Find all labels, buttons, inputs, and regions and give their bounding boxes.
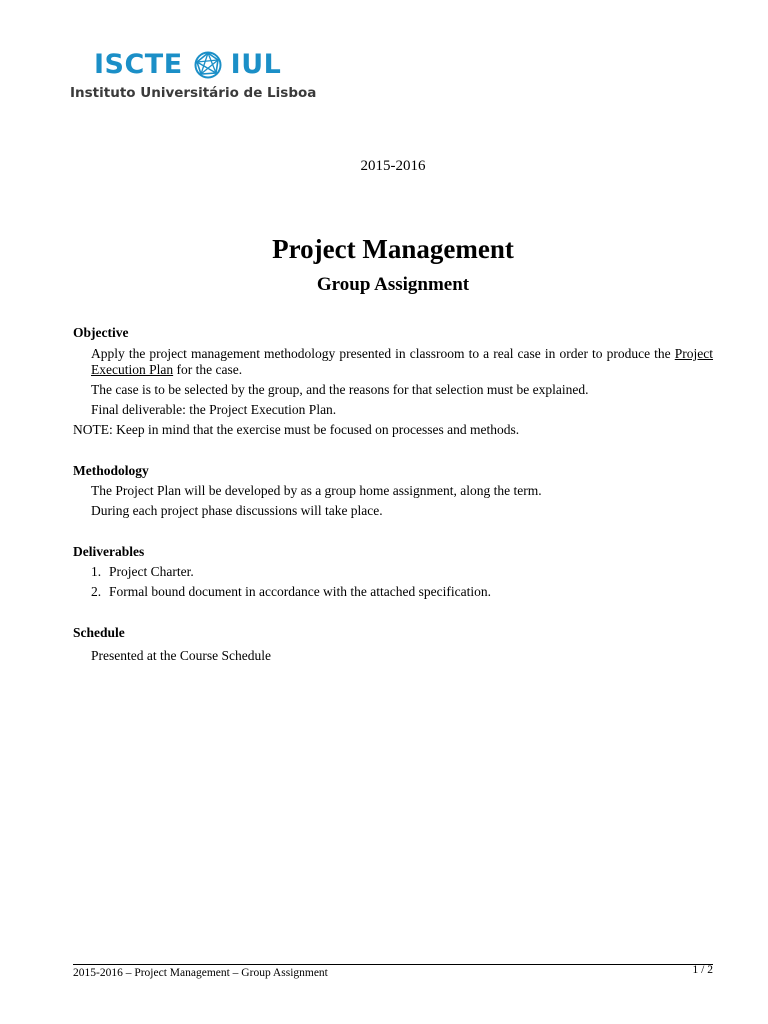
objective-paragraph-3: Final deliverable: the Project Execution Plan. (91, 402, 337, 417)
list-item-text: Formal bound document in accordance with the attached specification. (109, 584, 491, 599)
logo-iul-text: IUL (230, 49, 282, 80)
institution-name: Instituto Universitário de Lisboa (70, 85, 317, 101)
objective-paragraph-1 (91, 346, 713, 378)
schedule-heading: Schedule (73, 625, 125, 640)
globe-emblem-icon (193, 50, 223, 80)
document-subtitle: Group Assignment (316, 274, 470, 295)
methodology-paragraph-1: The Project Plan will be developed by as a group home assignment, along the term. (91, 483, 542, 498)
logo-iscte-text: ISCTE (94, 49, 183, 80)
objective-heading: Objective (73, 325, 129, 340)
iscte-iul-logo (70, 40, 317, 106)
list-item-number: 2. (91, 584, 102, 599)
list-item (91, 584, 491, 600)
objective-text-start: Apply the project management methodology presented in classroom to a real case in order to produce the (91, 346, 671, 361)
deliverables-heading: Deliverables (73, 544, 145, 559)
objective-paragraph-2: The case is to be selected by the group, and the reasons for that selection must be explained. (91, 382, 589, 397)
document-year: 2015-2016 (360, 158, 426, 174)
objective-note: NOTE: Keep in mind that the exercise must be focused on processes and methods. (73, 422, 520, 437)
logo-row (94, 48, 281, 82)
footer-text: 2015-2016 – Project Management – Group Assignment (73, 967, 328, 979)
list-item (91, 564, 194, 580)
document-title: Project Management (272, 234, 514, 264)
list-item-text: Project Charter. (109, 564, 194, 579)
project-execution-plan-link: Project Execution Plan (91, 346, 714, 377)
list-item-number: 1. (91, 564, 102, 579)
objective-text-end: for the case. (173, 362, 243, 377)
footer-divider (73, 964, 713, 965)
schedule-paragraph: Presented at the Course Schedule (91, 648, 271, 663)
methodology-paragraph-2: During each project phase discussions will take place. (91, 503, 383, 518)
page-number: 1 / 2 (692, 964, 713, 976)
methodology-heading: Methodology (73, 463, 149, 478)
